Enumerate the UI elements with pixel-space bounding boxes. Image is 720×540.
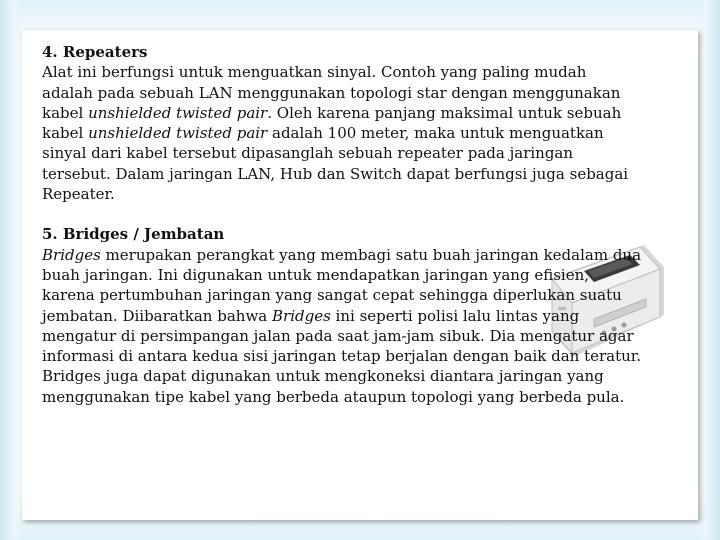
- repeaters-text-2: . Oleh karena panjang maksimal untuk sebuah kabel: [42, 103, 622, 143]
- bridges-text-2: ini seperti polisi lalu lintas yang mengatur di persimpangan jalan pada saat jam-jam sibuk. Dia mengatur agar informasi di antara kedua sisi jaringan tetap berjalan dengan baik dan teratur. Bridges juga dapat digunakan untuk mengkoneksi diantara jaringan yang menggunakan tipe kabel yang berbeda ataupun topologi yang berbeda pula.: [42, 306, 642, 406]
- bridges-paragraph: [42, 245, 642, 407]
- bridges-text-1: merupakan perangkat yang membagi satu buah jaringan kedalam dua buah jaringan. Ini digunakan untuk mendapatkan jaringan yang efisien, karena pertumbuhan jaringan yang sangat cepat sehingga diperlukan suatu jembatan. Diibaratkan bahwa: [42, 245, 642, 325]
- slide-border-right: [698, 0, 720, 540]
- repeaters-text-3: adalah 100 meter, maka untuk menguatkan sinyal dari kabel tersebut dipasanglah sebuah repeater pada jaringan tersebut. Dalam jaringan LAN, Hub dan Switch dapat berfungsi juga sebagai Repeater.: [42, 124, 629, 204]
- slide-border-left: [0, 0, 22, 540]
- text-body: [42, 42, 642, 407]
- content-panel: [22, 30, 698, 520]
- bridges-emphasis-2: Bridges: [272, 306, 331, 325]
- repeaters-text-1: Alat ini berfungsi untuk menguatkan sinyal. Contoh yang paling mudah adalah pada sebuah LAN menggunakan topologi star dengan menggunakan kabel: [42, 63, 621, 122]
- repeaters-heading: 4. Repeaters: [42, 43, 148, 61]
- bridges-heading: 5. Bridges / Jembatan: [42, 225, 225, 244]
- bridges-emphasis-1: Bridges: [42, 245, 101, 264]
- repeaters-emphasis-2: unshielded twisted pair: [88, 124, 268, 143]
- repeaters-paragraph: [42, 62, 642, 204]
- repeaters-emphasis-1: unshielded twisted pair: [88, 103, 268, 122]
